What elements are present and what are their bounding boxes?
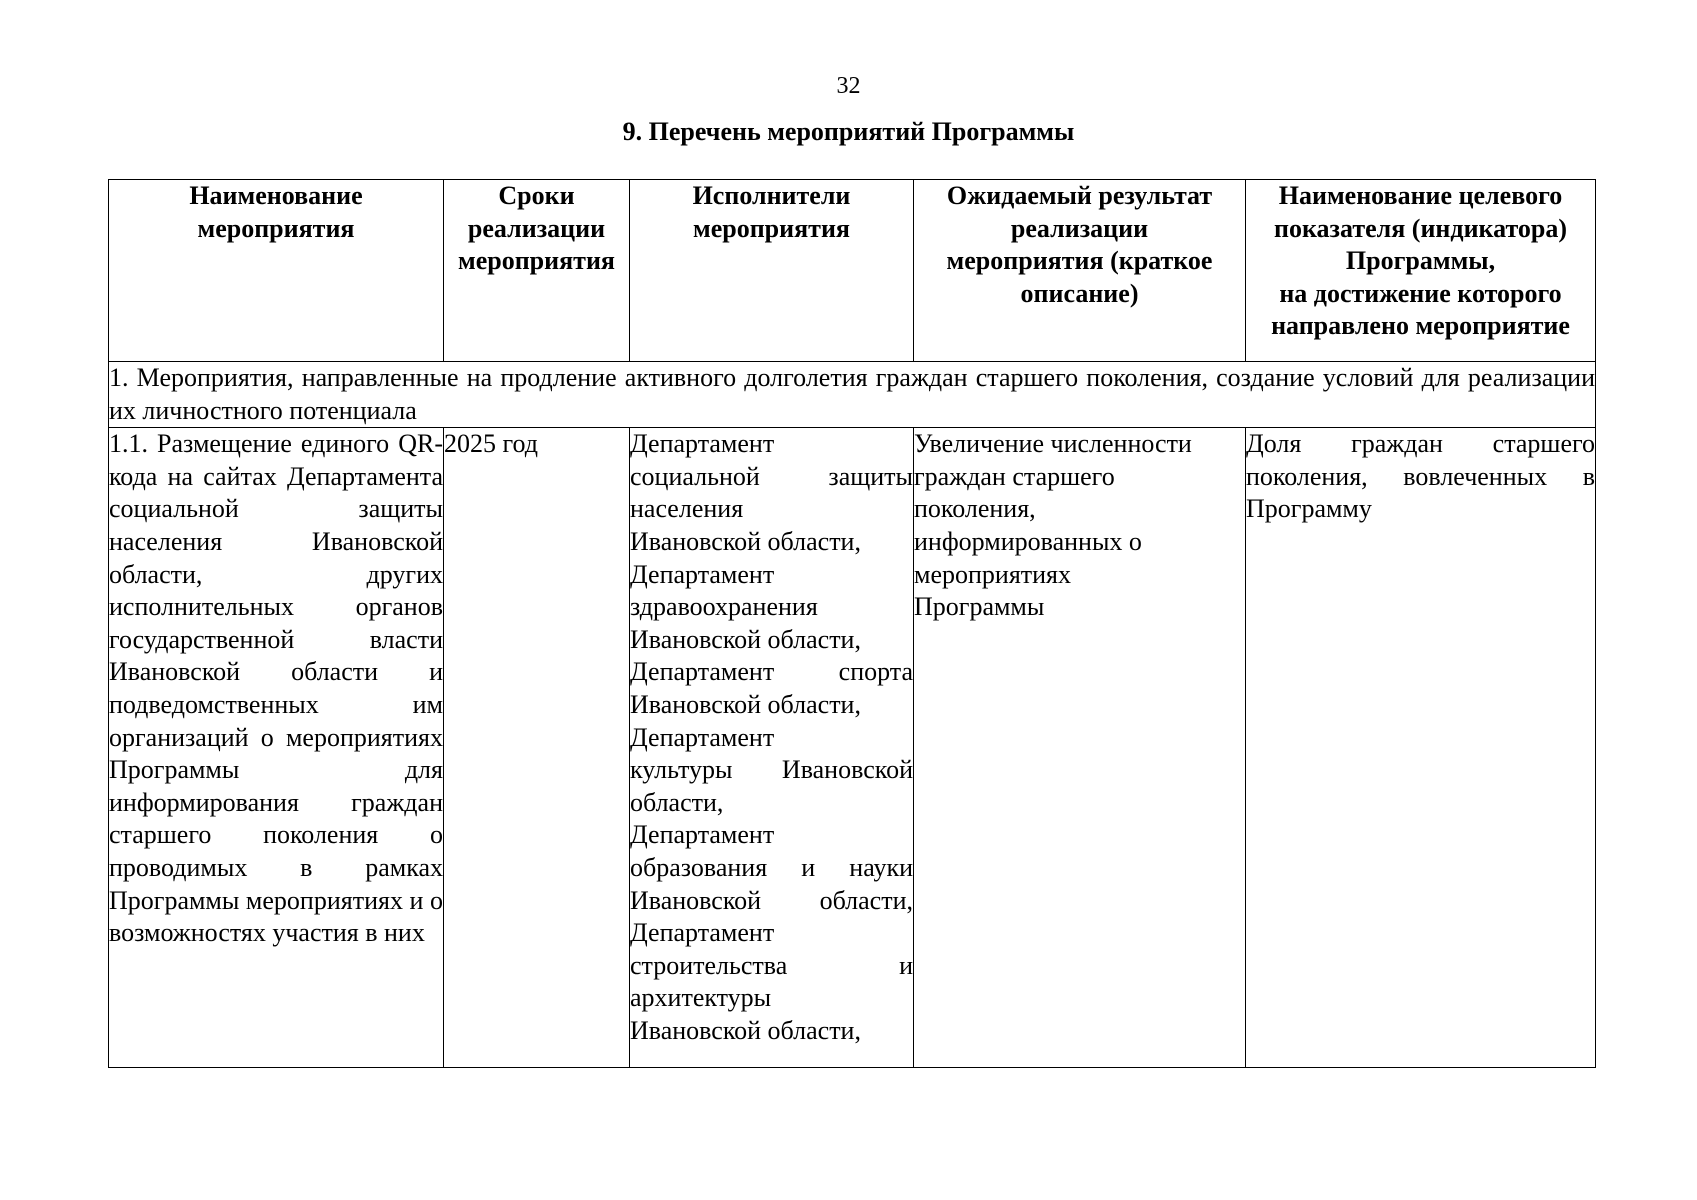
table-section-row (109, 362, 1596, 428)
event-period: 2025 год (444, 429, 538, 459)
executors-cell: Департамент социальной защиты населения Ивановской области, Департамент здравоохранения Ивановской области, Департамент спорта Ивановской области, Департамент культуры Ивановской области, Департамент образования и науки Ивановской области, Департамент строительства и архитектуры Ивановской области, (630, 428, 914, 1068)
page-title: 9. Перечень мероприятий Программы (622, 117, 1075, 146)
expected-result-cell: Увеличение численности граждан старшего поколения, информированных о мероприятиях Программы (914, 428, 1246, 1068)
event-name-cell (109, 428, 444, 1068)
period-cell (444, 428, 630, 1068)
table-header-row (109, 180, 1596, 362)
header-period: Сроки реализации мероприятия (444, 180, 630, 362)
event-name: 1.1. Размещение единого QR-кода на сайтах Департамента социальной защиты населения Ивановской области, других исполнительных органов государственной власти Ивановской области и подведомственных им организаций о мероприятиях Программы для информирования граждан старшего поколения о проводимых в рамках Программы мероприятиях и о возможностях участия в них (109, 429, 443, 948)
target-indicator: Доля граждан старшего поколения, вовлеченных в Программу (1246, 429, 1595, 524)
header-expected-result: Ожидаемый результат реализации мероприятия (краткое описание) (914, 180, 1246, 362)
page-number: 32 (836, 73, 861, 99)
target-indicator-cell (1246, 428, 1596, 1068)
section-heading: 1. Мероприятия, направленные на продление активного долголетия граждан старшего поколения, создание условий для реализации их личностного потенциала (109, 362, 1596, 428)
header-target-indicator: Наименование целевого показателя (индикатора) Программы, на достижение которого направлено мероприятие (1246, 180, 1596, 362)
header-executors: Исполнители мероприятия (630, 180, 914, 362)
table-row (109, 428, 1596, 1068)
header-event-name: Наименование мероприятия (109, 180, 444, 362)
program-events-table (108, 179, 1596, 1068)
